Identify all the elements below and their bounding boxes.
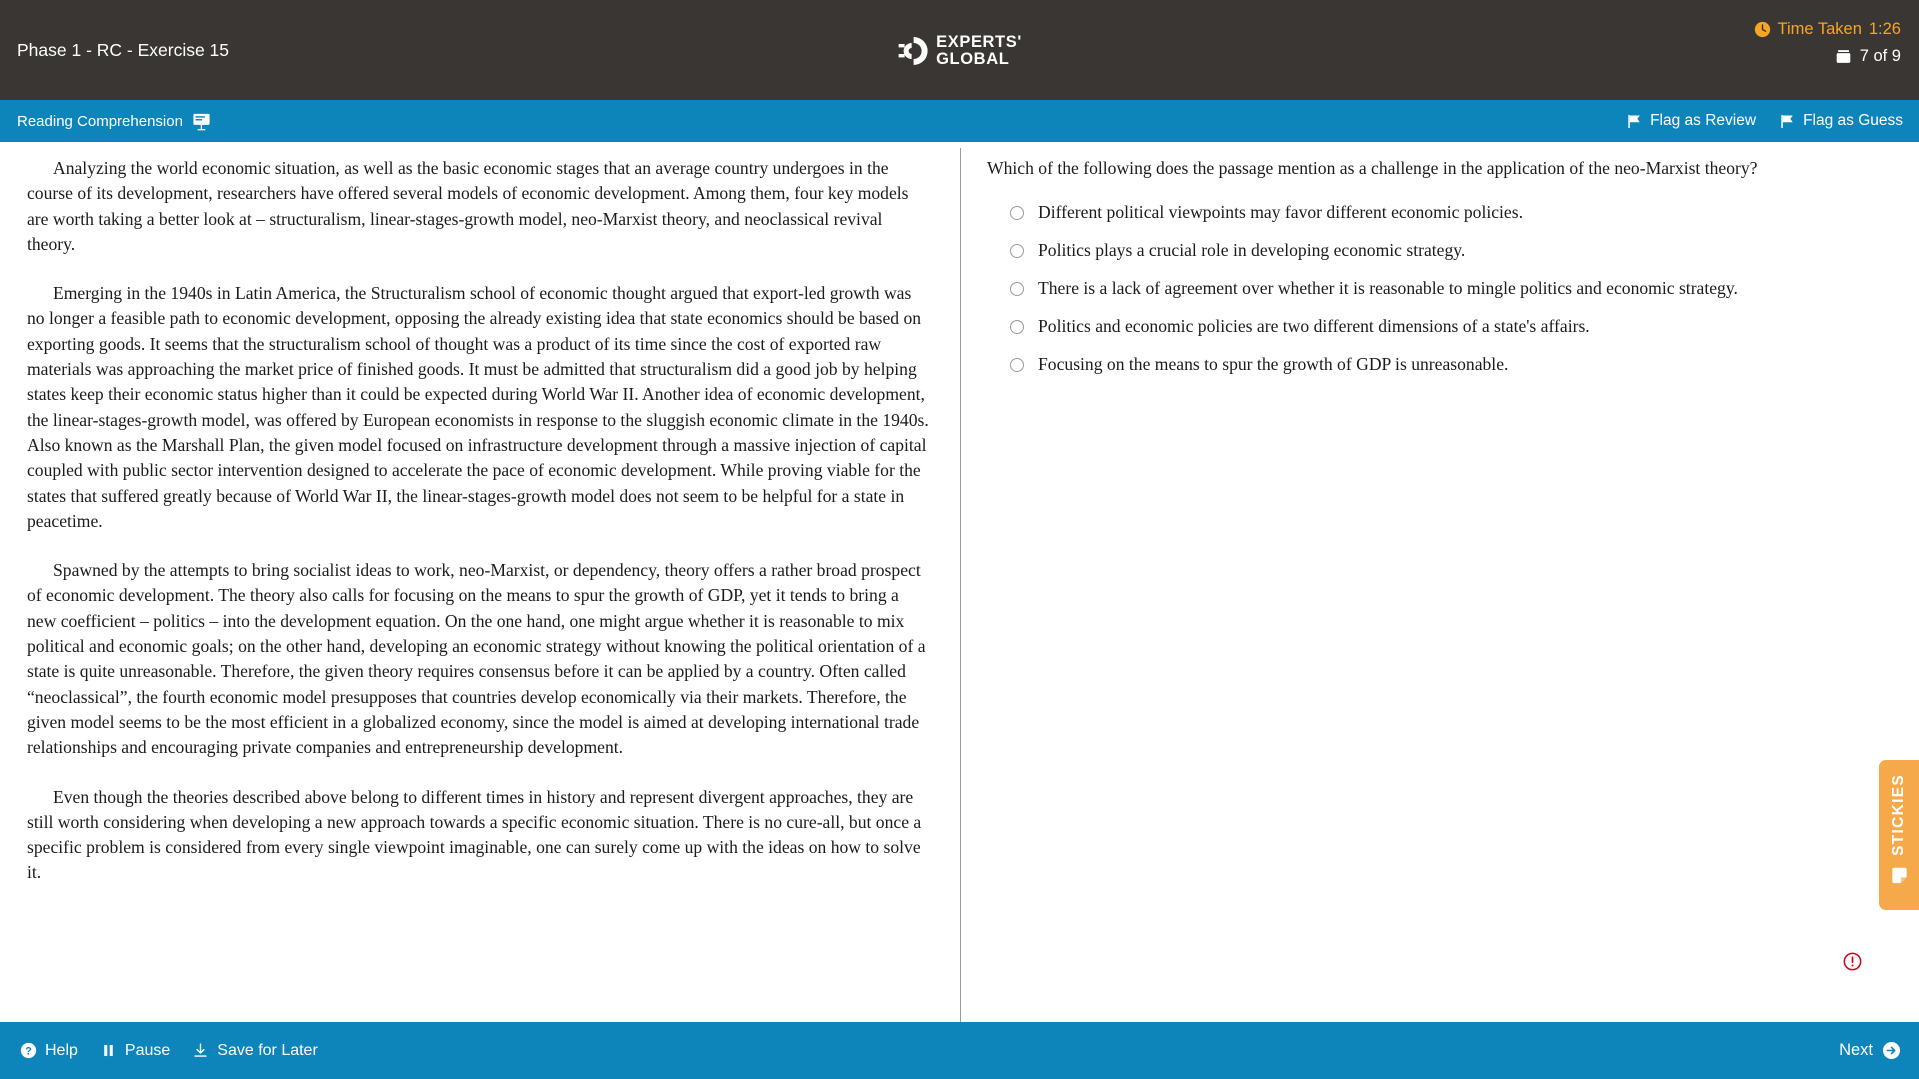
time-taken-value: 1:26	[1868, 20, 1901, 38]
radio-button[interactable]	[1010, 358, 1024, 372]
answer-option-label: Focusing on the means to spur the growth of GDP is unreasonable.	[1038, 354, 1509, 374]
section-bar	[0, 100, 1919, 142]
answer-option[interactable]	[1010, 316, 1879, 337]
question-counter	[1754, 47, 1902, 66]
answer-option[interactable]	[1010, 354, 1879, 375]
section-title-group	[17, 100, 211, 142]
flag-icon	[1780, 114, 1795, 129]
exercise-title: Phase 1 - RC - Exercise 15	[17, 40, 230, 60]
bottom-bar-actions	[20, 1022, 318, 1079]
brand-text	[936, 34, 1022, 68]
timer-block	[1754, 20, 1902, 66]
passage-paragraph: Emerging in the 1940s in Latin America, the Structuralism school of economic thought argued that export-led growth was no longer a feasible path to economic development, opposing the already existing idea that state economics should be based on exporting goods. It seems that the structuralism school of thought was a product of its time since the cost of exported raw materials was approaching the market price of finished goods. It must be admitted that structuralism did a good job by helping states keep their economic status higher than it could be expected during World War II. Another idea of economic development, the linear-stages-growth model, was offered by European economists in response to the sluggish economic climate in the 1940s. Also known as the Marshall Plan, the given model focused on infrastructure development through a massive injection of capital coupled with public sector intervention designed to accelerate the pace of economic development. While proving viable for the states that suffered greatly because of World War II, the linear-stages-growth model does not seem to be helpful for a state in peacetime.	[27, 283, 929, 531]
stickies-tab[interactable]	[1879, 760, 1919, 910]
experts-global-mark-icon	[897, 35, 927, 67]
flag-icon	[1627, 114, 1642, 129]
whiteboard-icon	[192, 112, 211, 131]
answer-option-label: Politics plays a crucial role in developing economic strategy.	[1038, 240, 1466, 260]
alert-circle-icon[interactable]	[1843, 952, 1862, 971]
time-taken	[1754, 20, 1902, 39]
help-label: Help	[45, 1041, 78, 1059]
question-counter-text: 7 of 9	[1859, 47, 1901, 65]
passage-pane	[0, 142, 960, 1022]
next-label: Next	[1839, 1041, 1873, 1059]
svg-text:?: ?	[25, 1045, 32, 1058]
bottom-bar	[0, 1022, 1919, 1079]
time-taken-label: Time Taken	[1777, 20, 1862, 38]
help-button[interactable]	[20, 1042, 78, 1060]
pause-label: Pause	[124, 1041, 171, 1059]
clock-icon	[1754, 21, 1771, 38]
brand-line-2: GLOBAL	[936, 49, 1010, 68]
download-icon	[192, 1042, 209, 1059]
top-header	[0, 0, 1919, 100]
stickies-label: STICKIES	[1890, 774, 1907, 856]
brand-line-1: EXPERTS'	[936, 33, 1022, 51]
body-area	[0, 142, 1919, 1022]
flag-actions	[1627, 100, 1903, 142]
radio-button[interactable]	[1010, 282, 1024, 296]
passage-paragraph: Even though the theories described above belong to different times in history and represent divergent approaches, they are still worth considering when developing a new approach towards a specific economic situation. There is no cure-all, but once a specific problem is considered from every single viewpoint imaginable, one can surely come up with the ideas on how to solve it.	[27, 786, 922, 883]
sticky-note-icon	[1890, 866, 1909, 885]
answer-option-label: There is a lack of agreement over whether it is reasonable to mingle politics and economic strategy.	[1038, 278, 1738, 298]
next-button[interactable]	[1839, 1022, 1901, 1079]
flag-as-guess-button[interactable]	[1780, 112, 1903, 130]
radio-button[interactable]	[1010, 206, 1024, 220]
arrow-right-circle-icon	[1882, 1041, 1901, 1060]
question-pane	[961, 142, 1919, 1022]
answer-option[interactable]	[1010, 278, 1879, 299]
answer-option-label: Politics and economic policies are two different dimensions of a state's affairs.	[1038, 316, 1590, 336]
flag-as-guess-label: Flag as Guess	[1803, 112, 1903, 129]
save-for-later-label: Save for Later	[217, 1041, 318, 1059]
pause-icon	[100, 1042, 117, 1059]
answer-option[interactable]	[1010, 240, 1879, 261]
passage-paragraph: Analyzing the world economic situation, as well as the basic economic stages that an average country undergoes in the course of its development, researchers have offered several models of economic development. Among them, four key models are worth taking a better look at – structuralism, linear-stages-growth model, neo-Marxist theory, and neoclassical revival theory.	[27, 158, 909, 254]
card-deck-icon	[1835, 49, 1852, 64]
question-circle-icon	[20, 1042, 37, 1059]
radio-button[interactable]	[1010, 320, 1024, 334]
radio-button[interactable]	[1010, 244, 1024, 258]
section-title: Reading Comprehension	[17, 112, 183, 130]
flag-as-review-button[interactable]	[1627, 112, 1756, 130]
flag-as-review-label: Flag as Review	[1650, 112, 1757, 129]
question-text: Which of the following does the passage mention as a challenge in the application of the neo-Marxist theory?	[987, 158, 1758, 178]
answer-option-label: Different political viewpoints may favor different economic policies.	[1038, 202, 1523, 222]
answer-option[interactable]	[1010, 202, 1879, 223]
save-for-later-button[interactable]	[192, 1042, 318, 1060]
pause-button[interactable]	[100, 1042, 170, 1060]
passage-paragraph: Spawned by the attempts to bring socialist ideas to work, neo-Marxist, or dependency, theory offers a rather broad prospect of economic development. The theory also calls for focusing on the means to spur the growth of GDP, yet it tends to bring a new coefficient – politics – into the development equation. On the one hand, one might argue whether it is reasonable to mix political and economic goals; on the other hand, developing an economic strategy without knowing the political orientation of a state is quite unreasonable. Therefore, the given theory requires consensus before it can be applied by a country. Often called “neoclassical”, the fourth economic model presupposes that countries develop economically via their markets. Therefore, the given model seems to be the most efficient in a globalized economy, since the model is aimed at developing international trade relationships and encouraging private companies and entrepreneurship development.	[27, 560, 926, 758]
answer-options	[1010, 202, 1879, 375]
brand-logo	[897, 34, 1022, 68]
